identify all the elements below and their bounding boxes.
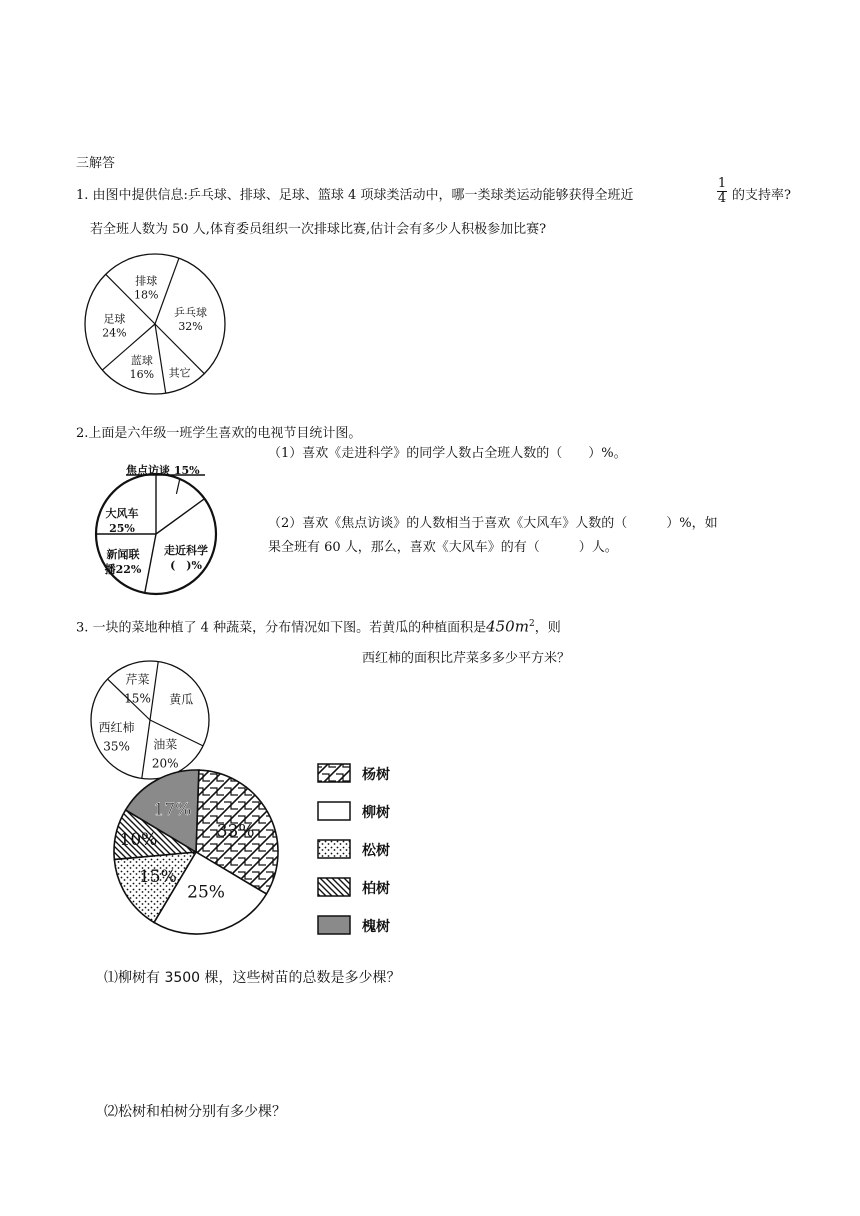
trees-pie-chart <box>114 770 278 934</box>
veg-slice-2-value: 35% <box>103 739 130 754</box>
section-title: 三解答 <box>76 156 116 171</box>
ball-slice-0-label: 乒乓球 <box>174 306 208 320</box>
q2-sub2-line1: （2）喜欢《焦点访谈》的人数相当于喜欢《大风车》人数的（ ）%，如 <box>268 516 718 531</box>
q4-sub2: ⑵松树和柏树分别有多少棵？ <box>104 1104 286 1120</box>
tree-slice-4-value: 17% <box>153 799 192 820</box>
ball-slice-4-value: 18% <box>134 288 159 302</box>
legend-swatch-0 <box>318 764 350 782</box>
tv-slice-1-label: 走近科学 <box>164 544 208 557</box>
legend-label-3: 柏树 <box>362 881 390 897</box>
tv-programs-pie-chart <box>96 463 216 594</box>
ball-slice-2-label: 蓝球 <box>130 354 153 368</box>
tv-slice-2-value: 播22% <box>104 563 142 576</box>
vegetables-pie-chart <box>91 661 209 779</box>
ball-slice-3-value: 24% <box>102 326 127 340</box>
legend-label-2: 松树 <box>362 843 390 859</box>
q1-fraction-numerator: 1 <box>717 176 727 191</box>
veg-slice-1-value: 20% <box>151 756 179 771</box>
q3-area-exp: 2 <box>528 619 535 629</box>
tv-slice-3-label: 大风车 <box>105 507 139 520</box>
q2-title: 2.上面是六年级一班学生喜欢的电视节目统计图。 <box>76 426 362 441</box>
legend-label-4: 槐树 <box>362 919 390 935</box>
q3-area-value: 450 <box>486 617 515 636</box>
q4-sub1: ⑴柳树有 3500 棵，这些树苗的总数是多少棵？ <box>104 970 401 986</box>
veg-slice-1-label: 油菜 <box>153 737 178 752</box>
tv-slice-1-value: ( )% <box>170 559 202 572</box>
tree-slice-1-value: 25% <box>187 882 225 903</box>
q2-sub2-line2: 果全班有 60 人，那么，喜欢《大风车》的有（ ）人。 <box>268 540 618 555</box>
q3-line1-text: 3. 一块的菜地种植了 4 种蔬菜，分布情况如下图。若黄瓜的种植面积是 <box>76 620 487 636</box>
legend-label-1: 柳树 <box>362 805 390 821</box>
q3-area-unit: m <box>514 617 529 636</box>
tree-slice-0-value: 33% <box>216 821 255 842</box>
legend-swatch-4 <box>318 916 350 934</box>
tv-slice-2-label: 新闻联 <box>106 548 140 561</box>
tv-slice-0-label: 焦点访谈 15% <box>126 464 200 477</box>
tv-slice-3-value: 25% <box>109 522 135 535</box>
ball-sports-pie-chart <box>85 254 225 394</box>
q1-fraction-denominator: 4 <box>717 191 727 206</box>
veg-slice-3-label: 芹菜 <box>125 672 150 687</box>
trees-legend <box>318 764 390 935</box>
legend-swatch-1 <box>318 802 350 820</box>
q2-sub1: （1）喜欢《走进科学》的同学人数占全班人数的（ ）%。 <box>268 446 627 461</box>
ball-slice-2-value: 16% <box>129 368 155 382</box>
q1-line1-end: 的支持率? <box>732 188 791 203</box>
tree-slice-2-value: 15% <box>138 867 177 888</box>
q3-line2: 西红柿的面积比芹菜多多少平方米？ <box>362 651 571 666</box>
legend-swatch-3 <box>318 878 350 896</box>
q1-line1: 1. 由图中提供信息:乒乓球、排球、足球、篮球 4 项球类活动中，哪一类球类运动能够获得全班近 <box>76 188 634 203</box>
legend-label-0: 杨树 <box>362 767 390 783</box>
ball-slice-1-label: 其它 <box>168 366 191 380</box>
veg-slice-3-value: 15% <box>124 691 151 706</box>
q3-line1-end: ，则 <box>534 620 561 636</box>
ball-slice-0-value: 32% <box>178 320 203 334</box>
legend-swatch-2 <box>318 840 350 858</box>
q1-line2: 若全班人数为 50 人,体育委员组织一次排球比赛,估计会有多少人积极参加比赛? <box>90 222 547 237</box>
ball-slice-4-label: 排球 <box>135 274 158 288</box>
veg-slice-0-label: 黄瓜 <box>169 692 194 707</box>
ball-slice-3-label: 足球 <box>103 312 126 326</box>
veg-slice-2-label: 西红柿 <box>98 720 135 735</box>
tree-slice-3-value: 10% <box>119 829 158 850</box>
